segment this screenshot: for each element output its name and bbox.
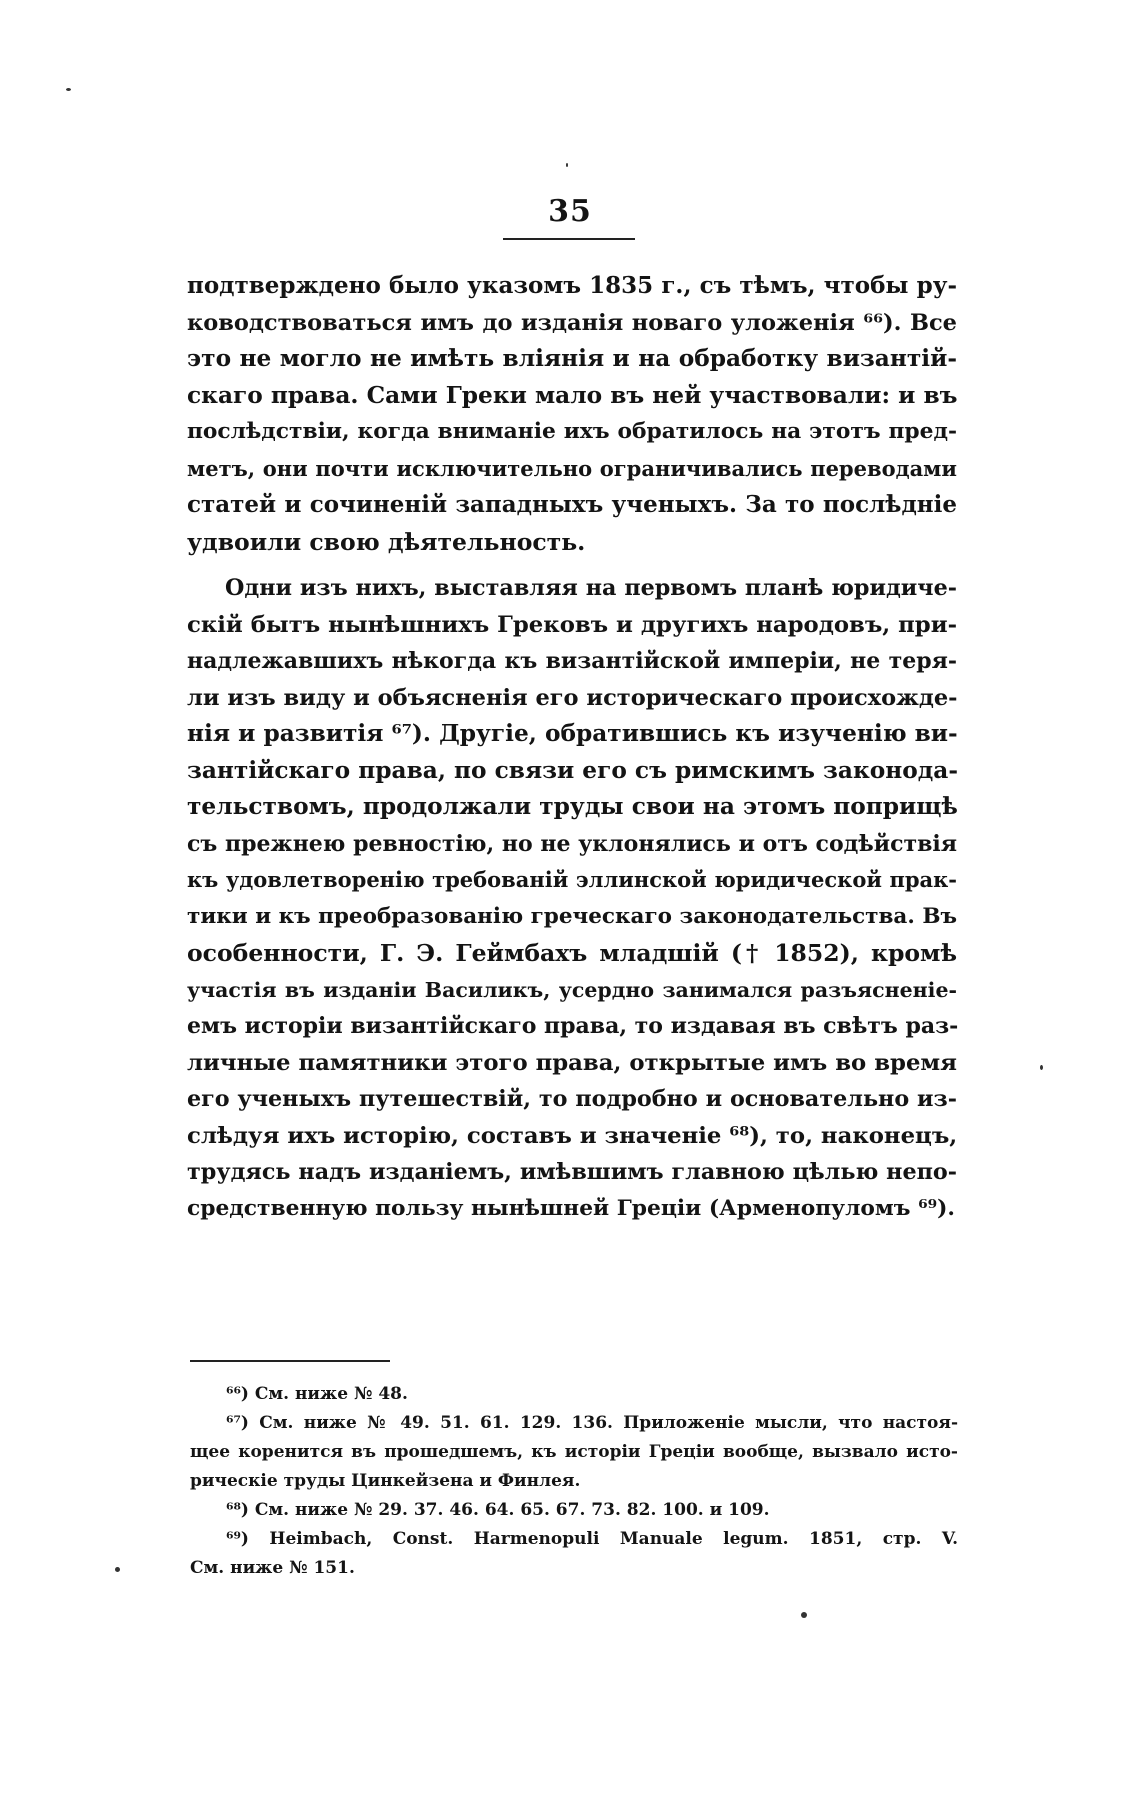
text-line: тельствомъ, продолжали труды свои на этомъ поприщѣ — [187, 793, 958, 820]
scan-speck — [1040, 1065, 1043, 1070]
text-line: его ученыхъ путешествій, то подробно и основательно из- — [187, 1086, 957, 1112]
text-line: къ удовлетворенію требованій эллинской юридической прак- — [187, 867, 957, 892]
text-line: слѣдуя ихъ исторію, составъ и значеніе ⁶⁸), то, наконецъ, — [187, 1122, 958, 1149]
footnote-rule — [190, 1360, 390, 1362]
text-line: удвоили свою дѣятельность. — [187, 527, 586, 556]
footnote-69: ⁶⁹) Heimbach, Const. Harmenopuli Manuale legum. 1851, стр. V. — [226, 1529, 958, 1549]
scan-speck — [566, 163, 568, 167]
scan-speck — [115, 1567, 120, 1572]
text-line: подтверждено было указомъ 1835 г., съ тѣмъ, чтобы ру- — [187, 272, 957, 299]
text-line: ководствоваться имъ до изданія новаго уложенія ⁶⁶). Все — [187, 309, 957, 336]
text-line: особенности, Г. Э. Геймбахъ младшій († 1852), кромѣ — [187, 939, 957, 967]
page-number: 35 — [548, 194, 592, 229]
scan-speck — [801, 1612, 807, 1618]
footnote-69-continued: См. ниже № 151. — [190, 1558, 355, 1578]
footnote-67-continued: рическіе труды Цинкейзена и Финлея. — [190, 1471, 581, 1491]
footnote-67-continued: щее коренится въ прошедшемъ, къ исторіи Греціи вообще, вызвало исто- — [190, 1442, 958, 1462]
text-line: нія и развитія ⁶⁷). Другіе, обратившись къ изученію ви- — [187, 720, 958, 747]
text-line: зантійскаго права, по связи его съ римскимъ законода- — [187, 756, 958, 784]
footnotes — [190, 1380, 958, 1583]
text-line: послѣдствіи, когда вниманіе ихъ обратилось на этотъ пред- — [187, 419, 957, 444]
text-line: съ прежнею ревностію, но не уклонялись и отъ содѣйствія — [187, 830, 957, 857]
footnote-66: ⁶⁶) См. ниже № 48. — [226, 1384, 408, 1404]
text-line: личные памятники этого права, открытые имъ во время — [187, 1049, 957, 1076]
text-line: надлежавшихъ нѣкогда къ византійской имперіи, не теря- — [187, 648, 957, 674]
text-line: тики и къ преобразованію греческаго законодательства. Въ — [187, 903, 958, 929]
text-line: статей и сочиненій западныхъ ученыхъ. За то послѣдніе — [187, 491, 957, 518]
body-text — [187, 268, 957, 1227]
footnote-67: ⁶⁷) См. ниже № 49. 51. 61. 129. 136. Приложеніе мысли, что настоя- — [226, 1413, 958, 1433]
text-line: Одни изъ нихъ, выставляя на первомъ планѣ юридиче- — [225, 575, 957, 601]
text-line: метъ, они почти исключительно ограничивались переводами — [187, 455, 957, 481]
text-line: скаго права. Сами Греки мало въ ней участвовали: и въ — [187, 381, 958, 409]
text-line: ли изъ виду и объясненія его историческаго происхожде- — [187, 684, 958, 711]
paragraph-gap — [187, 560, 957, 570]
page-number-rule — [503, 238, 635, 240]
text-line: емъ исторіи византійскаго права, то издавая въ свѣтъ раз- — [187, 1013, 959, 1039]
text-line: средственную пользу нынѣшней Греціи (Арменопуломъ ⁶⁹). — [187, 1195, 955, 1221]
scan-speck — [66, 88, 71, 91]
text-line: скій бытъ нынѣшнихъ Грековъ и другихъ народовъ, при- — [187, 611, 958, 638]
text-line: это не могло не имѣть вліянія и на обработку византій- — [187, 345, 957, 372]
text-line: участія въ изданіи Василикъ, усердно занимался разъясненіе- — [187, 977, 957, 1002]
footnote-68: ⁶⁸) См. ниже № 29. 37. 46. 64. 65. 67. 73. 82. 100. и 109. — [226, 1500, 770, 1520]
text-line: трудясь надъ изданіемъ, имѣвшимъ главною цѣлью непо- — [187, 1159, 957, 1185]
